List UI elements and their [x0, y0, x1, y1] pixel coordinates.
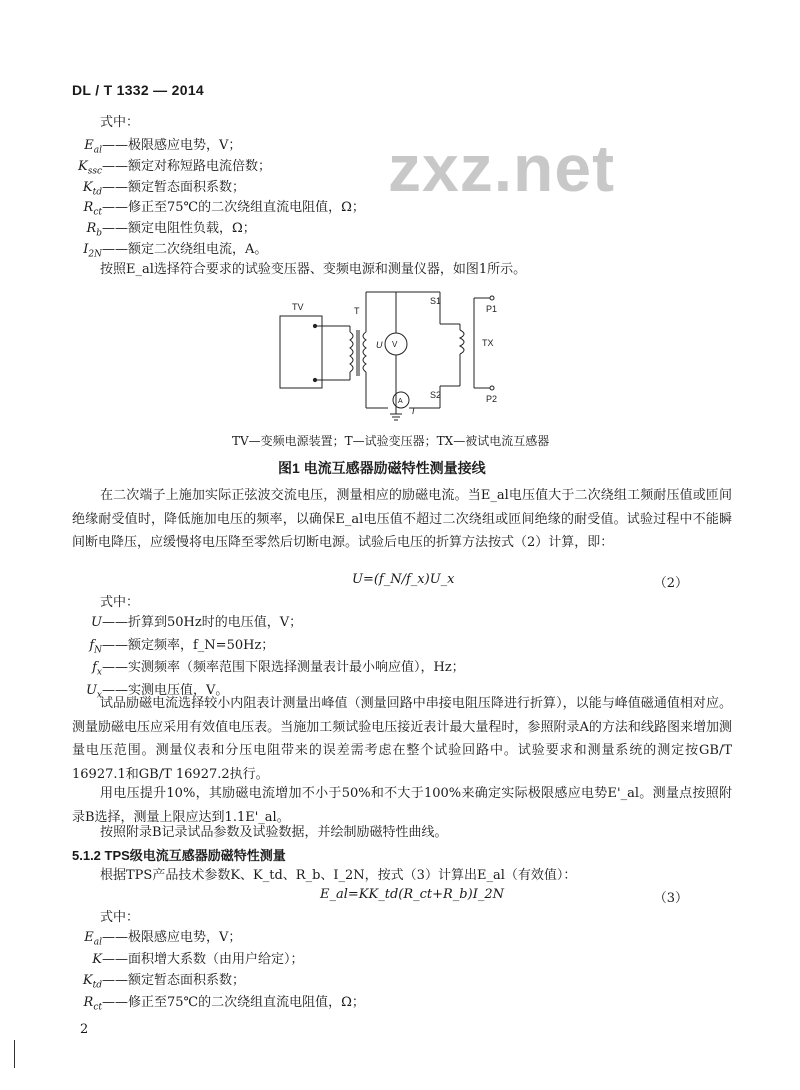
label-s1: S1 [430, 296, 442, 306]
definition-text: ——修正至75℃的二次绕组直流电阻值，Ω； [102, 200, 365, 216]
figure-caption: TV—变频电源装置；T—试验变压器；TX—被试电流互感器 [232, 434, 550, 448]
document-code: DL / T 1332 — 2014 [72, 82, 204, 98]
transformer-primary-coil [350, 332, 353, 372]
definition-item [72, 637, 274, 660]
paragraph-2: 试品励磁电流选择较小内阻表计测量出峰值（测量回路中串接电阻压降进行折算），以能与峰值磁通值相对应。测量励磁电压应采用有效值电压表。当施加工频试验电压接近表计最大量程时，参照附录A的方法和线路图来增加测量电压范围。测量仪表和分压电阻带来的误差需考虑在整个试验回路中。试验要求和测量系统的测定按GB/T 16927.1和GB/T 16927.2执行。 [72, 696, 732, 782]
transformer-secondary-coil [363, 332, 366, 372]
definition-text: ——极限感应电势，V； [102, 138, 242, 153]
definition-symbol: $R_b$ [86, 221, 102, 239]
definition-item [72, 199, 365, 222]
label-ammeter: A [398, 398, 403, 405]
definition-text: ——实测电压值，V。 [102, 682, 229, 698]
paragraph-1: 在二次端子上施加实际正弦波交流电压，测量相应的励磁电流。当E_al电压值大于二次绕组工频耐压值或匝间绝缘耐受值时，降低施加电压的频率，以确保E_al电压值不超过二次绕组或匝间绝缘的耐受值。试验过程中不能瞬间断电降压，应缓慢将电压降至零然后切断电源。试验后电压的折算方法按式（2）计算，即： [72, 488, 732, 550]
definition-text: ——折算到50Hz时的电压值，V； [102, 615, 303, 630]
definition-symbol: $f_N$ [89, 637, 102, 656]
defs1-title: 式中： [100, 115, 140, 130]
label-i: I [412, 406, 415, 416]
label-u: U [376, 340, 383, 350]
label-tv: TV [292, 302, 304, 312]
definition-text: ——面积增大系数（由用户给定）； [102, 951, 304, 967]
definition-text: ——额定电阻性负载，Ω； [102, 221, 256, 237]
definition-symbol: K [92, 951, 102, 967]
equation-3: E_al=KK_td(R_ct+R_b)I_2N [320, 887, 504, 902]
definition-item [72, 158, 271, 181]
label-t: T [354, 306, 360, 316]
definition-symbol: $E_{al}$ [84, 138, 102, 156]
definition-text: ——额定二次绕组电流，A。 [102, 242, 268, 257]
definition-item [72, 179, 245, 202]
definition-item [72, 614, 302, 632]
figure-title: 图1 电流互感器励磁特性测量接线 [278, 460, 486, 476]
paragraph-4: 按照附录B记录试品参数及试验数据，并绘制励磁特性曲线。 [100, 825, 448, 840]
label-voltmeter: V [392, 340, 398, 349]
definition-symbol: $K_{td}$ [82, 179, 102, 198]
definition-item [72, 659, 465, 682]
defs3-title: 式中： [100, 910, 140, 925]
margin-mark [14, 1040, 15, 1068]
definition-text: ——额定对称短路电流倍数； [102, 158, 272, 174]
equation-3-number: （3） [653, 891, 688, 906]
definition-item [72, 951, 304, 969]
definition-text: ——额定暂态面积系数； [102, 179, 246, 195]
page-number: 2 [80, 1022, 89, 1037]
intro-text: 按照E_al选择符合要求的试验变压器、变频电源和测量仪器，如图1所示。 [100, 262, 527, 277]
label-p1: P1 [486, 304, 498, 314]
equation-2: U=(f_N/f_x)U_x [352, 572, 455, 587]
definition-text: ——极限感应电势，V； [102, 930, 242, 945]
definition-symbol: $R_{ct}$ [83, 994, 102, 1013]
paragraph-3: 用电压提升10%，其励磁电流增加不小于50%和不大于100%来确定实际极限感应电势E'_al。测量点按照附录B选择，测量上限应达到1.1E'_al。 [72, 786, 732, 825]
equation-2-number: （2） [653, 576, 688, 591]
paragraph-5: 根据TPS产品技术参数K、K_td、R_b、I_2N，按式（3）计算出E_al（有效值）： [100, 868, 577, 883]
definition-symbol: $K_{ssc}$ [78, 158, 102, 177]
definition-symbol: $R_{ct}$ [83, 200, 102, 218]
tx-winding [460, 330, 464, 354]
definition-symbol: U [91, 615, 102, 630]
watermark: zxz.net [388, 131, 616, 205]
definition-item [72, 220, 256, 243]
definition-item [72, 972, 245, 995]
label-s2: S2 [430, 390, 442, 400]
definition-symbol: $I_{2N}$ [83, 242, 102, 260]
definition-item [72, 929, 241, 952]
label-tx: TX [482, 338, 494, 348]
label-p2: P2 [486, 394, 498, 404]
defs2-title: 式中： [100, 595, 140, 610]
definition-text: ——修正至75℃的二次绕组直流电阻值，Ω； [102, 994, 365, 1010]
definition-item [72, 137, 241, 160]
definition-text: ——额定暂态面积系数； [102, 973, 246, 988]
definition-text: ——额定频率，f_N=50Hz； [102, 637, 275, 653]
circuit-diagram [270, 282, 560, 428]
definition-symbol: $K_{td}$ [82, 973, 102, 991]
section-heading: 5.1.2 TPS级电流互感器励磁特性测量 [72, 848, 286, 863]
definition-item [72, 994, 365, 1017]
definition-text: ——实测频率（频率范围下限选择测量表计最小响应值），Hz； [102, 660, 465, 675]
definition-symbol: $E_{al}$ [84, 930, 102, 948]
definition-symbol: $f_x$ [92, 660, 102, 678]
definition-symbol: $U_x$ [85, 682, 102, 701]
